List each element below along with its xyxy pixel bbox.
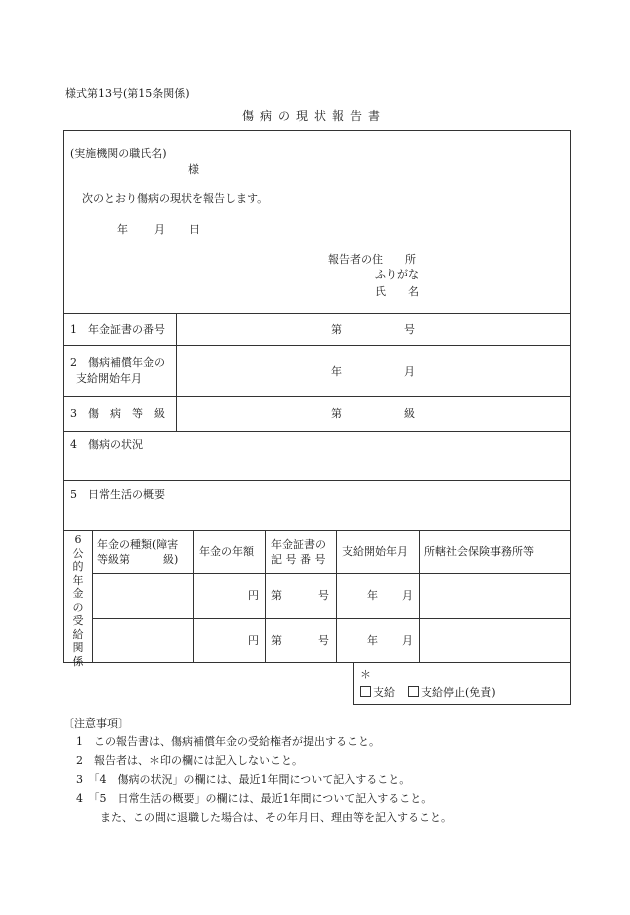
row-divider — [63, 396, 571, 397]
row-divider — [63, 530, 571, 531]
pension-cert-header-line2: 記 号 番 号 — [271, 553, 326, 566]
reporter-furigana-label: ふりがな — [375, 268, 419, 281]
option-stop-label: 支給停止(免責) — [421, 686, 496, 699]
row1-year: 年 — [367, 589, 378, 602]
office-use-mark: ＊ — [360, 668, 371, 681]
note-item: 1 この報告書は、傷病補償年金の受給権者が提出すること。 — [76, 735, 380, 748]
reporter-address-label: 報告者の住 所 — [328, 253, 416, 266]
row-divider — [63, 431, 571, 432]
row2-no-suffix: 号 — [318, 634, 329, 647]
notes-heading: 〔注意事項〕 — [63, 717, 129, 730]
option-pay-label: 支給 — [373, 686, 395, 699]
row2-month: 月 — [402, 634, 413, 647]
row-divider — [92, 573, 571, 574]
agency-label: (実施機関の職氏名) — [70, 147, 167, 160]
condition-label: 4 傷病の状況 — [70, 438, 143, 451]
date-month: 月 — [154, 223, 165, 236]
row1-yen: 円 — [248, 589, 259, 602]
grade-label: 3 傷 病 等 級 — [70, 407, 165, 420]
row-divider — [63, 313, 571, 314]
honorific: 様 — [188, 163, 199, 176]
row1-month: 月 — [402, 589, 413, 602]
date-day: 日 — [189, 223, 200, 236]
column-divider — [265, 530, 266, 663]
form-number: 様式第13号(第15条関係) — [65, 87, 190, 100]
certificate-prefix: 第 — [331, 323, 342, 336]
pension-type-header-line2: 等級第 級) — [97, 553, 179, 566]
certificate-suffix: 号 — [404, 323, 415, 336]
date-year: 年 — [117, 223, 128, 236]
report-statement: 次のとおり傷病の現状を報告します。 — [82, 192, 269, 205]
daily-life-label: 5 日常生活の概要 — [70, 488, 165, 501]
row2-year: 年 — [367, 634, 378, 647]
row-divider — [92, 618, 571, 619]
note-item: 2 報告者は、＊印の欄には記入しないこと。 — [76, 754, 303, 767]
certificate-label: 1 年金証書の番号 — [70, 323, 165, 336]
start-label-line1: 2 傷病補償年金の — [70, 356, 165, 369]
pension-start-header: 支給開始年月 — [342, 545, 408, 558]
column-divider — [176, 313, 177, 431]
row-divider — [63, 480, 571, 481]
note-item: 3 「4 傷病の状況」の欄には、最近1年間について記入すること。 — [76, 773, 411, 786]
note-item: 4 「5 日常生活の概要」の欄には、最近1年間について記入すること。 — [76, 792, 433, 805]
pension-cert-header-line1: 年金証書の — [271, 538, 326, 551]
page-title: 傷病の現状報告書 — [242, 109, 387, 123]
row1-no-suffix: 号 — [318, 589, 329, 602]
pension-office-header: 所轄社会保険事務所等 — [424, 545, 534, 558]
pay-checkbox[interactable] — [360, 686, 371, 697]
column-divider — [193, 530, 194, 663]
row2-no-prefix: 第 — [271, 634, 282, 647]
option-pay[interactable] — [360, 686, 395, 698]
row1-no-prefix: 第 — [271, 589, 282, 602]
row2-yen: 円 — [248, 634, 259, 647]
column-divider — [336, 530, 337, 663]
stop-checkbox[interactable] — [408, 686, 419, 697]
start-label-line2: 支給開始年月 — [76, 372, 142, 385]
note-continuation: また、この間に退職した場合は、その年月日、理由等を記入すること。 — [100, 811, 452, 824]
pension-type-header-line1: 年金の種類(障害 — [97, 538, 179, 551]
reporter-name-label: 氏 名 — [375, 285, 419, 298]
pension-amount-header: 年金の年額 — [199, 545, 254, 558]
pension-section-label: 6 公的年金の受給関係 — [72, 533, 84, 668]
start-year: 年 — [331, 365, 342, 378]
grade-suffix: 級 — [404, 407, 415, 420]
option-stop[interactable] — [408, 686, 496, 698]
grade-prefix: 第 — [331, 407, 342, 420]
start-month: 月 — [404, 365, 415, 378]
column-divider — [419, 530, 420, 663]
row-divider — [63, 345, 571, 346]
column-divider — [92, 530, 93, 663]
